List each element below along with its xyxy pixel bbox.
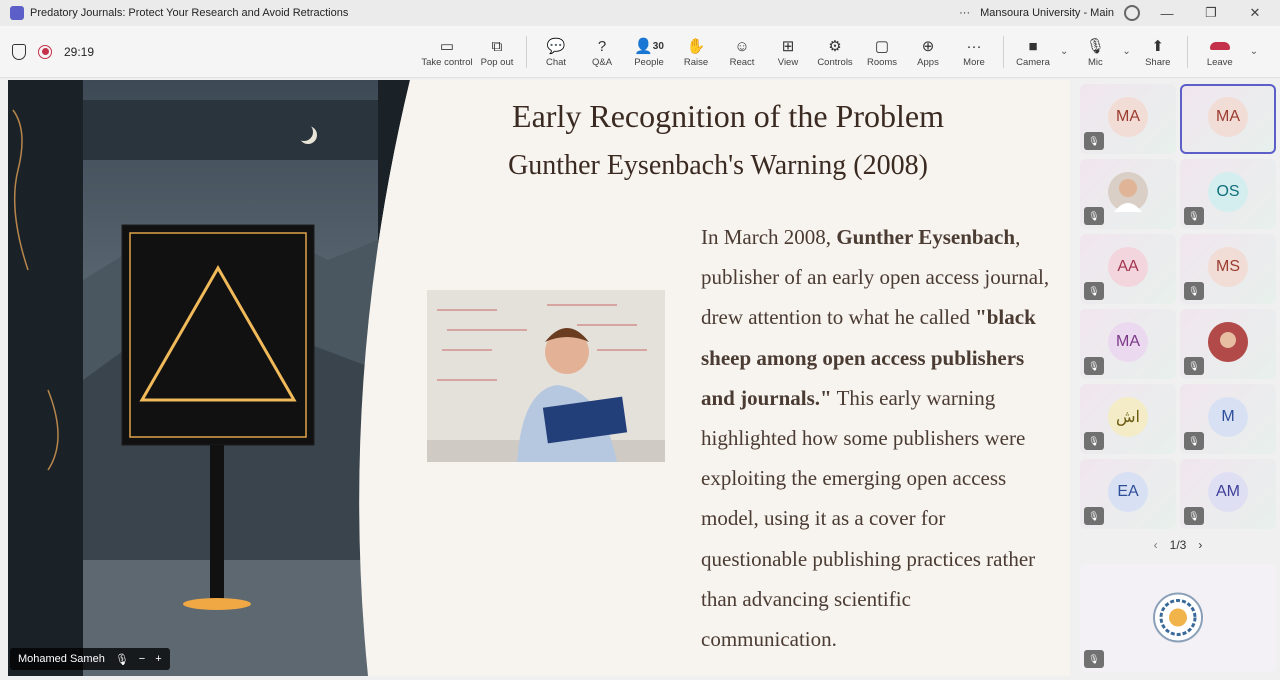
participant-tile[interactable] <box>1180 234 1276 304</box>
mic-off-icon: 🎙 <box>1184 282 1204 300</box>
people-icon: 👤 30 <box>634 38 664 55</box>
window-title: Predatory Journals: Protect Your Research and Avoid Retractions <box>30 7 349 19</box>
presenter-photo <box>427 290 665 462</box>
chevron-down-icon[interactable]: ⌄ <box>1060 46 1069 57</box>
minimize-button[interactable]: — <box>1160 5 1174 21</box>
avatar: AA <box>1108 247 1148 287</box>
avatar: OS <box>1208 172 1248 212</box>
presenter-name-tag <box>10 648 170 670</box>
page-indicator: 1/3 <box>1169 538 1187 552</box>
chevron-left-icon[interactable]: ‹ <box>1153 538 1158 552</box>
smile-icon: ☺ <box>734 37 750 55</box>
people-button[interactable]: 👤 30 People <box>625 26 673 78</box>
participant-tile[interactable] <box>1080 384 1176 454</box>
mic-off-icon: 🎙 <box>1084 207 1104 225</box>
avatar: اش <box>1108 397 1148 437</box>
man-reading-book-image <box>427 290 665 462</box>
mic-off-icon: 🎙 <box>1084 357 1104 375</box>
mic-off-icon: 🎙 <box>1184 507 1204 525</box>
participant-tile[interactable] <box>1080 159 1176 229</box>
participant-tile[interactable] <box>1080 459 1176 529</box>
chevron-down-icon[interactable]: ⌄ <box>1249 46 1259 57</box>
maximize-button[interactable]: ❐ <box>1205 5 1217 20</box>
slide-title: Early Recognition of the Problem <box>512 98 944 134</box>
leave-button[interactable]: Leave <box>1194 26 1246 78</box>
avatar: MA <box>1108 322 1148 362</box>
apps-button[interactable]: ⊕ Apps <box>905 26 951 78</box>
shield-icon[interactable] <box>12 44 26 60</box>
org-name[interactable]: Mansoura University - Main <box>980 7 1114 19</box>
participant-tile[interactable] <box>1080 234 1176 304</box>
rooms-button[interactable]: ▢ Rooms <box>859 26 905 78</box>
mic-off-icon: 🎙 <box>1085 38 1105 55</box>
mic-off-icon: 🎙 <box>1084 507 1104 525</box>
self-view-tile[interactable] <box>1080 564 1276 672</box>
participant-tile[interactable] <box>1180 459 1276 529</box>
qa-button[interactable]: ? Q&A <box>579 26 625 78</box>
rooms-icon: ▢ <box>874 38 890 55</box>
participant-tile[interactable] <box>1180 309 1276 379</box>
warning-sign-illustration <box>8 80 428 676</box>
participant-tile[interactable] <box>1180 159 1276 229</box>
toolbar-divider <box>1003 36 1004 68</box>
org-avatar-icon[interactable] <box>1124 5 1140 21</box>
react-button[interactable]: ☺ React <box>719 26 765 78</box>
participant-tile[interactable] <box>1180 384 1276 454</box>
qa-icon: ? <box>597 37 607 55</box>
chat-icon: 💬 <box>546 38 566 55</box>
avatar: MA <box>1108 97 1148 137</box>
phone-hangup-icon <box>1210 42 1230 50</box>
screen-cursor-icon: ▭ <box>439 38 455 55</box>
mic-off-icon: 🎙 <box>1184 432 1204 450</box>
toolbar-divider <box>526 36 527 68</box>
gallery-pager <box>1076 538 1280 552</box>
zoom-in-button[interactable]: + <box>155 653 162 665</box>
hand-icon: ✋ <box>686 38 706 55</box>
slide-subtitle: Gunther Eysenbach's Warning (2008) <box>508 150 928 181</box>
camera-off-icon: ■ <box>1028 37 1038 55</box>
close-button[interactable]: ✕ <box>1249 5 1261 20</box>
plus-icon: ⊕ <box>921 38 935 55</box>
pop-out-button[interactable]: ⧉ Pop out <box>474 26 520 78</box>
avatar: M <box>1208 397 1248 437</box>
meeting-toolbar <box>0 26 1280 78</box>
meeting-timer: 29:19 <box>64 44 95 59</box>
pop-out-icon: ⧉ <box>491 37 503 55</box>
mic-off-icon: 🎙 <box>1084 650 1104 668</box>
more-icon: ··· <box>966 37 982 55</box>
mic-off-icon: 🎙 <box>1184 357 1204 375</box>
shared-screen <box>8 80 1070 676</box>
grid-icon: ⊞ <box>781 38 795 55</box>
participant-tile[interactable] <box>1080 84 1176 154</box>
zoom-out-button[interactable]: − <box>138 653 146 665</box>
avatar: AM <box>1208 472 1248 512</box>
mic-off-icon: 🎙 <box>1084 132 1104 150</box>
mic-off-icon: 🎙 <box>114 653 129 666</box>
mic-off-icon: 🎙 <box>1084 432 1104 450</box>
teams-icon <box>10 6 24 20</box>
mic-button[interactable]: 🎙 Mic <box>1072 26 1118 78</box>
controls-icon: ⚙ <box>828 38 842 55</box>
view-button[interactable]: ⊞ View <box>765 26 811 78</box>
chevron-right-icon[interactable]: › <box>1198 538 1203 552</box>
take-control-button[interactable]: ▭ Take control <box>420 26 474 78</box>
presenter-name: Mohamed Sameh <box>18 653 105 665</box>
window-titlebar <box>0 0 1280 26</box>
more-button[interactable]: ··· More <box>951 26 997 78</box>
avatar: EA <box>1108 472 1148 512</box>
participant-gallery <box>1076 80 1280 680</box>
avatar: MA <box>1208 97 1248 137</box>
raise-hand-button[interactable]: ✋ Raise <box>673 26 719 78</box>
slide-body-text: In March 2008, Gunther Eysenbach, publisher of an early open access journal, drew attention to what he called "black sheep among open access publishers and journals." This early warning highlighted how some publishers were exploiting the emerging open access model, using it as a cover for questionable publishing practices rather than advancing scientific communication. <box>701 225 1050 652</box>
share-button[interactable]: ⬆ Share <box>1135 26 1181 78</box>
university-logo-icon <box>1153 593 1203 643</box>
recording-icon <box>38 45 52 59</box>
participant-tile[interactable] <box>1080 309 1176 379</box>
participant-tile[interactable] <box>1180 84 1276 154</box>
chevron-down-icon[interactable]: ⌄ <box>1122 46 1131 57</box>
mic-off-icon: 🎙 <box>1084 282 1104 300</box>
avatar-photo <box>1208 322 1248 362</box>
more-options-button[interactable]: ··· <box>959 7 971 19</box>
mic-off-icon: 🎙 <box>1184 207 1204 225</box>
avatar-photo <box>1108 172 1148 212</box>
toolbar-divider <box>1187 36 1188 68</box>
chat-button[interactable]: 💬 Chat <box>533 26 579 78</box>
controls-button[interactable]: ⚙ Controls <box>811 26 859 78</box>
camera-button[interactable]: ■ Camera <box>1010 26 1056 78</box>
avatar: MS <box>1208 247 1248 287</box>
share-icon: ⬆ <box>1151 38 1165 55</box>
